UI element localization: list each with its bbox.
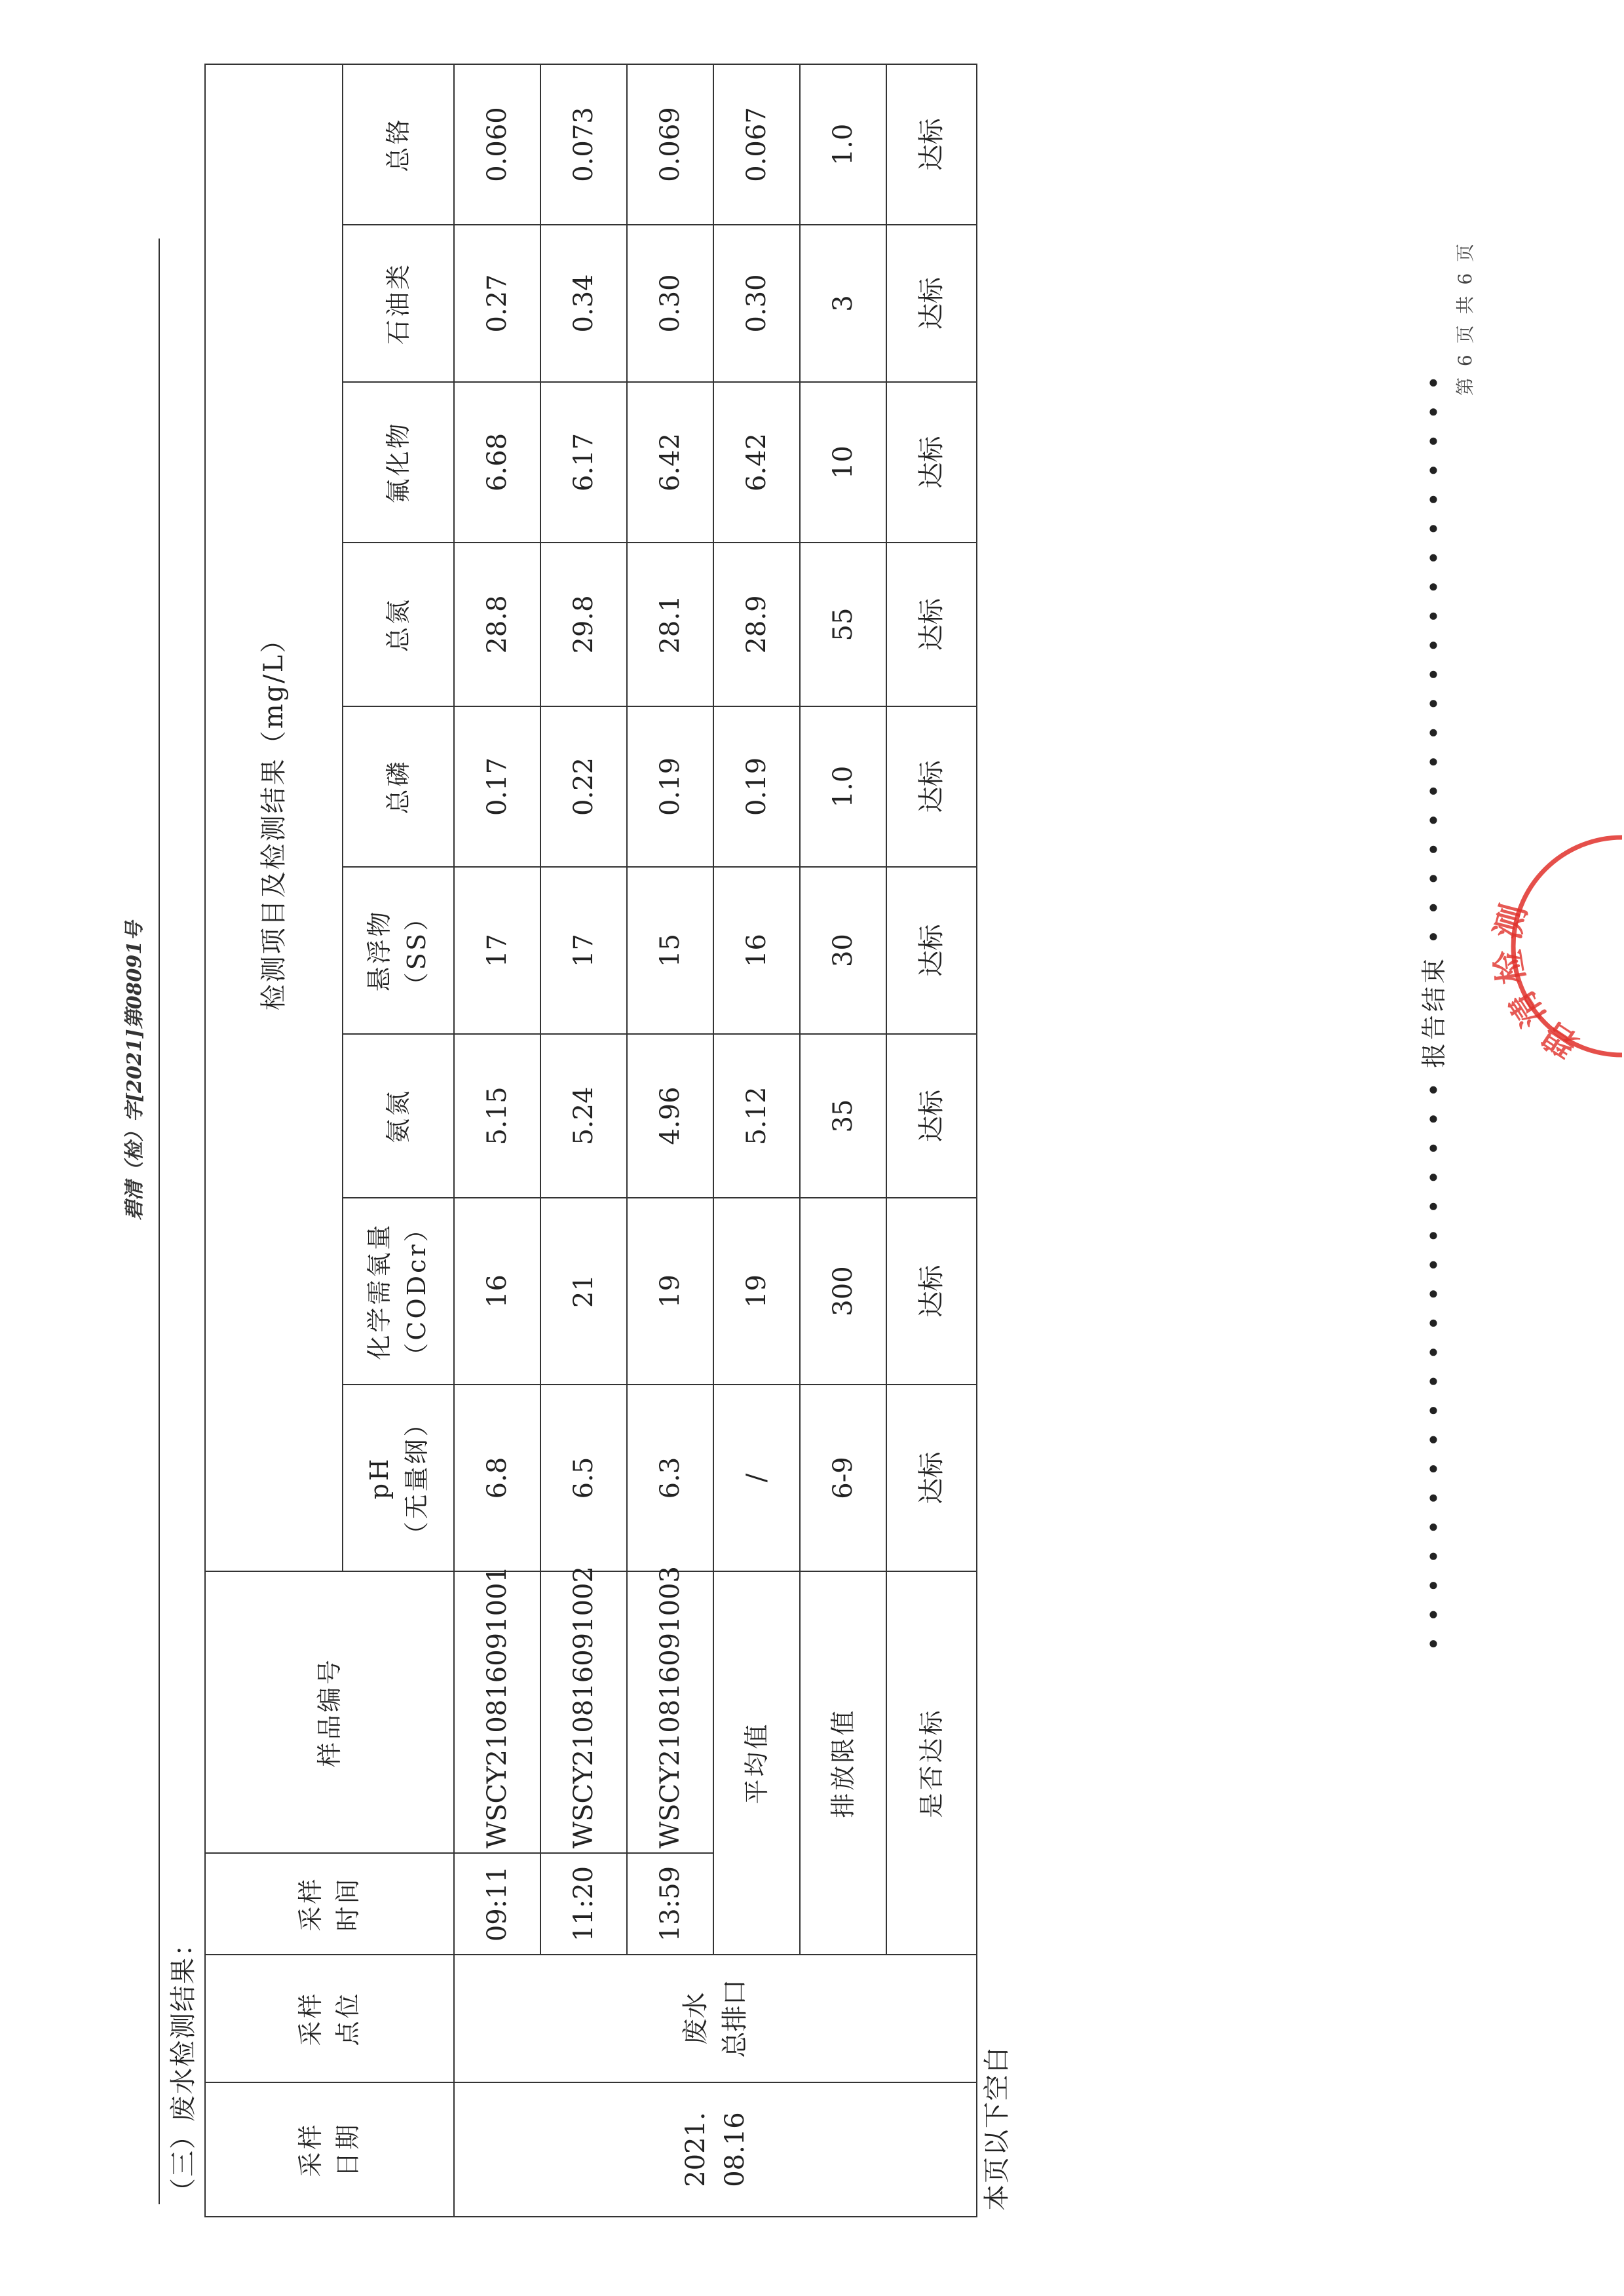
- value-cell: 28.1: [627, 543, 713, 706]
- value-cell: 0.073: [540, 64, 627, 225]
- value-cell: 10: [800, 382, 886, 543]
- limit-label: 排放限值: [800, 1571, 886, 1955]
- header-ammonia: 氨氮: [343, 1034, 454, 1198]
- header-total-chromium: 总铬: [343, 64, 454, 225]
- value-cell: 1.0: [800, 706, 886, 867]
- value-cell: 16: [454, 1198, 540, 1385]
- average-label: 平均值: [713, 1571, 800, 1955]
- value-cell: 0.060: [454, 64, 540, 225]
- report-number: 碧清（检）字[2021]第08091号: [123, 921, 146, 1221]
- header-sample-id: 样品编号: [205, 1571, 454, 1853]
- value-cell: 17: [454, 867, 540, 1034]
- value-cell: 30: [800, 867, 886, 1034]
- table-row: [627, 64, 713, 2217]
- sample-id-cell: WSCY210816091002: [540, 1571, 627, 1853]
- value-cell: 达标: [886, 867, 977, 1034]
- sampling-time-cell: 11:20: [540, 1853, 627, 1955]
- report-end-line: • • • • • • • • • • • • • • • • • • • • 报告结束 • • • • • • • • • • • • • • • • • • • •: [1420, 372, 1448, 1651]
- header-test-items-group: 检测项目及检测结果（mg/L）: [205, 64, 343, 1571]
- header-total-nitrogen: 总氮: [343, 543, 454, 706]
- section-title: （三）废水检测结果：: [168, 1929, 198, 2204]
- value-cell: 35: [800, 1034, 886, 1198]
- value-cell: 3: [800, 225, 886, 382]
- average-row: [713, 64, 800, 2217]
- value-cell: 6.42: [627, 382, 713, 543]
- compliance-label: 是否达标: [886, 1571, 977, 1955]
- value-cell: 6.3: [627, 1385, 713, 1571]
- value-cell: 达标: [886, 225, 977, 382]
- value-cell: 0.27: [454, 225, 540, 382]
- value-cell: 6.5: [540, 1385, 627, 1571]
- value-cell: 15: [627, 867, 713, 1034]
- header-cod: 化学需氧量 （CODcr）: [343, 1198, 454, 1385]
- value-cell: 1.0: [800, 64, 886, 225]
- sampling-time-cell: 09:11: [454, 1853, 540, 1955]
- value-cell: 达标: [886, 1198, 977, 1385]
- company-seal-stamp: [1467, 828, 1624, 1064]
- value-cell: 0.22: [540, 706, 627, 867]
- header-row-1: [205, 64, 343, 2217]
- header-fluoride: 氟化物: [343, 382, 454, 543]
- value-cell: 29.8: [540, 543, 627, 706]
- value-cell: 达标: [886, 1034, 977, 1198]
- value-cell: 达标: [886, 64, 977, 225]
- value-cell: 4.96: [627, 1034, 713, 1198]
- value-cell: 300: [800, 1198, 886, 1385]
- sample-id-cell: WSCY210816091001: [454, 1571, 540, 1853]
- value-cell: 28.9: [713, 543, 800, 706]
- header-suspended-solids: 悬浮物 （SS）: [343, 867, 454, 1034]
- value-cell: 16: [713, 867, 800, 1034]
- value-cell: 0.069: [627, 64, 713, 225]
- sample-id-cell: WSCY210816091003: [627, 1571, 713, 1853]
- value-cell: 6.68: [454, 382, 540, 543]
- table-row: [540, 64, 627, 2217]
- header-rule: [159, 239, 160, 2204]
- page-number: 第 6 页 共 6 页: [1454, 240, 1476, 396]
- value-cell: 5.24: [540, 1034, 627, 1198]
- sampling-date-cell: 2021. 08.16: [454, 2082, 977, 2217]
- value-cell: 达标: [886, 706, 977, 867]
- results-table: [204, 64, 977, 2217]
- value-cell: /: [713, 1385, 800, 1571]
- value-cell: 6.42: [713, 382, 800, 543]
- value-cell: 0.19: [627, 706, 713, 867]
- value-cell: 28.8: [454, 543, 540, 706]
- value-cell: 达标: [886, 382, 977, 543]
- value-cell: 0.19: [713, 706, 800, 867]
- header-petroleum: 石油类: [343, 225, 454, 382]
- value-cell: 0.30: [627, 225, 713, 382]
- value-cell: 0.30: [713, 225, 800, 382]
- header-sampling-date: 采样 日期: [205, 2082, 454, 2217]
- value-cell: 5.12: [713, 1034, 800, 1198]
- value-cell: 0.067: [713, 64, 800, 225]
- header-total-phosphorus: 总磷: [343, 706, 454, 867]
- value-cell: 5.15: [454, 1034, 540, 1198]
- value-cell: 6-9: [800, 1385, 886, 1571]
- table-row: [454, 64, 540, 2217]
- header-ph: pH （无量纲）: [343, 1385, 454, 1571]
- limit-row: [800, 64, 886, 2217]
- value-cell: 55: [800, 543, 886, 706]
- value-cell: 0.17: [454, 706, 540, 867]
- value-cell: 19: [627, 1198, 713, 1385]
- header-sampling-location: 采样 点位: [205, 1955, 454, 2082]
- value-cell: 0.34: [540, 225, 627, 382]
- sampling-location-cell: 废水 总排口: [454, 1955, 977, 2082]
- header-sampling-time: 采样 时间: [205, 1853, 454, 1955]
- sampling-time-cell: 13:59: [627, 1853, 713, 1955]
- value-cell: 19: [713, 1198, 800, 1385]
- compliance-row: [886, 64, 977, 2217]
- value-cell: 17: [540, 867, 627, 1034]
- footer-note: 本页以下空白: [982, 2046, 1012, 2211]
- value-cell: 6.8: [454, 1385, 540, 1571]
- svg-text:碧清检测: 碧清检测: [1486, 894, 1586, 1064]
- value-cell: 达标: [886, 543, 977, 706]
- value-cell: 达标: [886, 1385, 977, 1571]
- value-cell: 21: [540, 1198, 627, 1385]
- value-cell: 6.17: [540, 382, 627, 543]
